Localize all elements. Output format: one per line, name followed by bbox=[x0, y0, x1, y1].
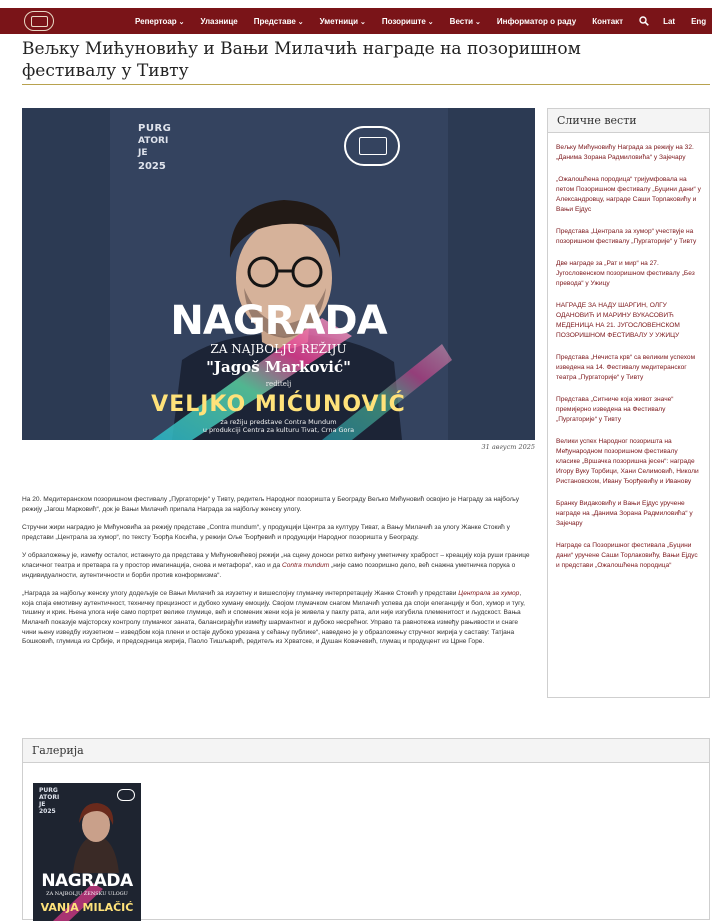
paragraph-1: На 20. Медитеранском позоришном фестивалу „Пургаторије“ у Тивту, редитељ Народног позоришта у Београду Вељко Мићуновић освојио је Награду за најбољу режију „Јагош Марковић“, док је Вањи Милачић припала Награда за најбољу женску улогу. bbox=[22, 496, 520, 513]
article-title: Вељку Мићуновићу и Вањи Милачић награде на позоришном фестивалу у Тивту bbox=[22, 39, 581, 81]
thumbnail-seal-icon bbox=[117, 789, 135, 801]
title-divider bbox=[22, 84, 710, 85]
poster-winner-name: VELJKO MIĆUNOVIĆ bbox=[151, 392, 406, 417]
poster-caption-line2: u produkciji Centra za kulturu Tivat, Crna Gora bbox=[202, 426, 355, 434]
related-news-link[interactable]: Представа „Централа за хумор“ учествује на позоришном фестивалу „Пургаторије“ у Тивту bbox=[556, 228, 697, 245]
language-eng-link[interactable]: Eng bbox=[691, 16, 707, 26]
nav-item-repertoar[interactable]: Репертоар ⌄ bbox=[135, 17, 185, 26]
poster-subline: ZA NAJBOLJU REŽIJU bbox=[210, 342, 347, 356]
related-news-sidebar bbox=[547, 108, 710, 698]
poster-award-name: "Jagoš Marković" bbox=[206, 358, 351, 376]
festival-logo: PURG ATORI JE 2025 bbox=[138, 123, 172, 172]
nav-item-predstave[interactable]: Представе ⌄ bbox=[254, 17, 304, 26]
related-news-link[interactable]: Две награде за „Рат и мир“ на 27. Југословенском позоришном фестивалу „Без превода“ у Ужицу bbox=[556, 260, 695, 287]
related-news-link[interactable]: Велики успех Народног позоришта на Међународном позоришном фестивалу класике „Вршачка позоришна јесен“: награде Игору Вуку Торбици, Хани Селимовић, Николи Ристановском, Ивану Ђорђевићу и Иванову bbox=[556, 438, 699, 485]
thumbnail-subline: ZA NAJBOLJU ŽENSKU ULOGU bbox=[46, 891, 128, 897]
related-news-link[interactable]: „Ожалошћена породица“ тријумфовала на петом Позоришном фестивалу „Буцини дани“ у Александровцу, награде Саши Торлаковићу и Вањи Ејдус bbox=[556, 176, 701, 213]
nav-item-pozoriste[interactable]: Позориште ⌄ bbox=[382, 17, 434, 26]
sidebar-title: Сличне вести bbox=[548, 109, 709, 133]
article-hero-image[interactable] bbox=[22, 108, 535, 440]
related-news-link[interactable]: Представа „Ситниче која живот значе“ премијерно изведена на Фестивалу „Пургаторије“ у Тивту bbox=[556, 396, 674, 423]
nav-item-ulaznice[interactable]: Улазнице bbox=[200, 16, 238, 26]
paragraph-2: Стручни жири наградио је Мићуновића за режију представе „Contra mundum“, у продукцији Центра за културу Тиват, а Вању Милачић за улогу Жанке Стокић у представи „Централа за хумор“, по тексту Ђорђа Косића, у режији Оље Ђорђевић и продукцији Народног позоришта у Београду. bbox=[22, 524, 510, 541]
poster-headline: NAGRADA bbox=[170, 298, 387, 344]
award-poster-graphic bbox=[22, 108, 535, 440]
gallery-panel bbox=[22, 738, 710, 920]
nav-item-vesti[interactable]: Вести ⌄ bbox=[450, 17, 481, 26]
related-news-link[interactable]: НАГРАДЕ ЗА НАДУ ШАРГИН, ОЛГУ ОДАНОВИЋ И МАРИНУ ВУКАСОВИЋ МЕДЕНИЦА НА 21. ЈУГОСЛОВЕНСКОМ ПОЗОРИШНОМ ФЕСТИВАЛУ У УЖИЦУ bbox=[556, 302, 680, 339]
gallery-thumbnail[interactable] bbox=[33, 783, 141, 921]
paragraph-3: У образложењу је, између осталог, истакнуто да представа у Мићуновићевој режији „на сцену доноси ретко виђену уметничку храброст – креацију која руши границе класичног театра и претвара га у простор имагинација, снова и метафора“, као и да Contra mundum „није само позоришно дело, већ снажна уметничка порука о индивидуалности, аутентичности и борби против конформизма“. bbox=[22, 552, 530, 579]
theatre-logo-icon[interactable] bbox=[24, 11, 54, 31]
thumbnail-winner-name: VANJA MILAČIĆ bbox=[40, 901, 134, 914]
paragraph-4: „Награда за најбољу женску улогу додељује се Вањи Милачић за изузетну и вишеслојну глумачку интерпретацију Жанке Стокић у представи Централа за хумор, која спаја емотивну аутентичност, техничку прецизност и дубоко хуману емоцију. Својом глумачком снагом Милачић успева да споји елеганцију и бол, хумор и тугу, тишину и крик. Њена улога није само портрет велике глумице, већ и споменик жени која је живела у паклу рата, али није изгубила племенитост и људскост. Вања Милачић показује мајсторску контролу глумачког заната, балансирајући између шармантног и дубоко несрећног. Управо та равнотежа између рањивости и снаге чини њену изведбу изузетном – изведбом која плени и остаје дубоко урезана у сећању публике“, наведено је у образложењу стручног жирија у саставу: Татјана Бошковић, глумица из Србије, и председница жирија, Паоло Тишљарић, редитељ из Хрватске, и Душан Ковачевић, глумац и продуцент из Црне Горе. bbox=[22, 590, 525, 646]
poster-role: reditelj bbox=[265, 380, 292, 388]
nav-item-kontakt[interactable]: Контакт bbox=[592, 16, 624, 26]
article-date: 31 август 2025 bbox=[481, 443, 535, 451]
nav-item-umetnici[interactable]: Уметници ⌄ bbox=[320, 17, 366, 26]
related-news-list bbox=[548, 133, 709, 571]
related-news-link[interactable]: Вељку Мићуновићу Награда за режију на 32. „Данима Зорана Радмиловића“ у Зајечару bbox=[556, 144, 694, 161]
poster-caption bbox=[22, 418, 535, 434]
gallery-title: Галерија bbox=[23, 739, 709, 763]
language-lat-link[interactable]: Lat bbox=[663, 16, 676, 26]
poster-caption-line1: za režiju predstave Contra Mundum bbox=[220, 418, 337, 426]
theatre-seal-icon bbox=[344, 126, 400, 166]
play-title-contra-mundum: Contra mundum bbox=[281, 561, 330, 569]
related-news-link[interactable]: Бранку Видаковићу и Вањи Ејдус уручене награде на „Данима Зорана Радмиловића“ у Зајечару bbox=[556, 500, 693, 527]
thumbnail-headline: NAGRADA bbox=[41, 871, 133, 891]
thumbnail-festival-logo: PURG ATORI JE 2025 bbox=[39, 787, 60, 815]
main-menu bbox=[135, 8, 712, 34]
search-icon[interactable] bbox=[639, 16, 649, 26]
nav-item-informator[interactable]: Информатор о раду bbox=[496, 16, 577, 26]
related-news-link[interactable]: Награде са Позоришног фестивала „Буцини дани“ уручене Саши Торлаковићу, Вањи Ејдус и представи „Ожалошћена породица“ bbox=[556, 542, 698, 569]
top-navigation-bar bbox=[0, 8, 712, 34]
article-body bbox=[22, 495, 534, 656]
related-news-link[interactable]: Представа „Нечиста крв“ са великим успехом изведена на 14. Фестивалу медитеранског театра „Пургаторије“ у Тивту bbox=[556, 354, 696, 381]
play-title-centrala: Централа за хумор bbox=[458, 590, 520, 598]
